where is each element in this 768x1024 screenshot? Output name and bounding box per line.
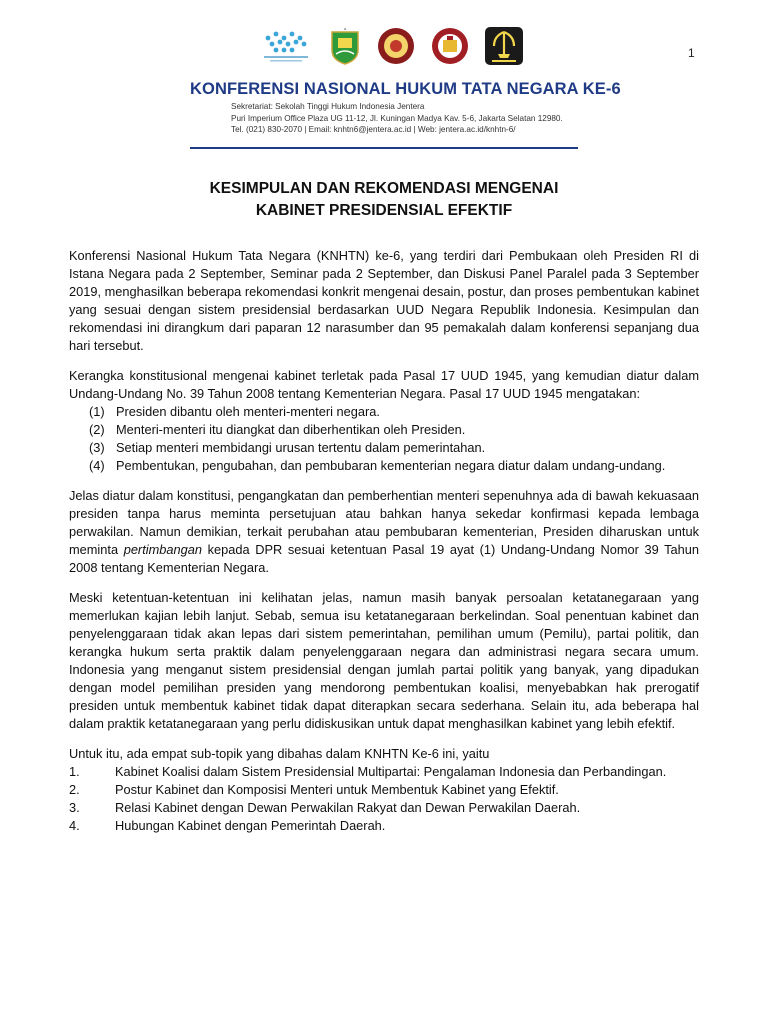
italic-term: pertimbangan <box>123 542 202 557</box>
list-item <box>69 799 699 817</box>
red-seal-logo-2 <box>430 26 470 66</box>
address-line: Puri Imperium Office Plaza UG 11-12, Jl. Kuningan Madya Kav. 5-6, Jakarta Selatan 12980. <box>231 113 563 123</box>
list-item-number: 3. <box>69 800 80 815</box>
conference-title: KONFERENSI NASIONAL HUKUM TATA NEGARA KE-6 <box>190 80 621 98</box>
list-item <box>69 457 699 475</box>
list-item-number: 4. <box>69 818 80 833</box>
svg-text:✦: ✦ <box>343 26 347 32</box>
header-divider <box>190 147 578 149</box>
document-title <box>0 178 768 222</box>
title-line-2: KABINET PRESIDENSIAL EFEKTIF <box>255 202 513 219</box>
list-item <box>69 439 699 457</box>
list-item-text: Postur Kabinet dan Komposisi Menteri untuk Membentuk Kabinet yang Efektif. <box>115 782 559 797</box>
list-item <box>69 403 699 421</box>
list-item <box>69 421 699 439</box>
paragraph-intro: Konferensi Nasional Hukum Tata Negara (KNHTN) ke-6, yang terdiri dari Pembukaan oleh Presiden RI di Istana Negara pada 2 September, Seminar pada 2 September, dan Diskusi Panel Paralel pada 3 September 2019, menghasilkan beberapa rekomendasi konkrit mengenai desain, postur, dan proses pembentukan kabinet yang sesuai dengan sistem presidensial berdasarkan UUD Negara Republik Indonesia. Kesimpulan dan rekomendasi ini dirangkum dari paparan 12 narasumber dan 95 pemakalah dalam konferensi sepanjang dua hari tersebut. <box>69 248 699 353</box>
list-item-number: (3) <box>89 440 105 455</box>
list-item-number: (4) <box>89 458 105 473</box>
conference-info <box>231 101 563 136</box>
pasal-17-list <box>69 403 699 475</box>
list-item-text: Hubungan Kabinet dengan Pemerintah Daerah. <box>115 818 386 833</box>
title-line-1: KESIMPULAN DAN REKOMENDASI MENGENAI <box>209 180 559 197</box>
list-item-text: Kabinet Koalisi dalam Sistem Presidensial Multipartai: Pengalaman Indonesia dan Perbandingan. <box>115 764 667 779</box>
paragraph-konstitusi-text: Jelas diatur dalam konstitusi, pengangkatan dan pemberhentian menteri sepenuhnya ada di bawah kekuasaan presiden tanpa harus meminta persetujuan atau bahkan hanya sekedar konfirmasi kepada lembaga perwakilan. Namun demikian, terkait perubahan atau pembubaran kementerian, Presiden diharuskan untuk meminta <box>69 488 699 557</box>
logo-row <box>258 26 524 66</box>
subtopic-list <box>69 763 699 835</box>
secretariat-line: Sekretariat: Sekolah Tinggi Hukum Indonesia Jentera <box>231 102 425 111</box>
list-item-text: Presiden dibantu oleh menteri-menteri negara. <box>116 404 380 419</box>
list-item-text: Relasi Kabinet dengan Dewan Perwakilan Rakyat dan Dewan Perwakilan Daerah. <box>115 800 581 815</box>
list-item-text: Pembentukan, pengubahan, dan pembubaran kementerian negara diatur dalam undang-undang. <box>116 458 666 473</box>
list-item-text: Setiap menteri membidangi urusan tertentu dalam pemerintahan. <box>116 440 486 455</box>
document-body <box>69 247 699 835</box>
list-item <box>69 763 699 781</box>
list-item <box>69 817 699 835</box>
list-item-number: (1) <box>89 404 105 419</box>
red-seal-logo-1 <box>376 26 416 66</box>
paragraph-konstitusi <box>69 487 699 577</box>
paragraph-subtopik-intro: Untuk itu, ada empat sub-topik yang dibahas dalam KNHTN Ke-6 ini, yaitu <box>69 746 490 761</box>
contact-line: Tel. (021) 830-2070 | Email: knhtn6@jentera.ac.id | Web: jentera.ac.id/knhtn-6/ <box>231 125 516 134</box>
list-item <box>69 781 699 799</box>
list-item-number: (2) <box>89 422 105 437</box>
paragraph-persoalan: Meski ketentuan-ketentuan ini kelihatan jelas, namun masih banyak persoalan ketatanegaraan yang memerlukan kajian lebih lanjut. Sebab, semua isu ketatanegaraan berkelindan. Soal penentuan kabinet dan penyelenggaraan tidak akan lepas dari sistem pemerintahan, pemilihan umum (Pemilu), partai politik, dan kerangka hukum serta praktik dalam penyelenggaraan negara dan administrasi negara secara umum. Indonesia yang menganut sistem presidensial dengan jumlah partai politik yang banyak, yang dipadukan dengan model pemilihan presiden yang mendorong pembentukan koalisi, menyebabkan hak prerogatif presiden untuk membentuk kabinet tidak dapat diterapkan secara sederhana. Selain itu, ada beberapa hal dalam praktik ketatanegaraan yang perlu didiskusikan untuk dapat menghasilkan kabinet yang lebih efektif. <box>69 590 699 731</box>
list-item-text: Menteri-menteri itu diangkat dan diberhentikan oleh Presiden. <box>116 422 466 437</box>
paragraph-konstitusi-text-end: kepada DPR sesuai ketentuan Pasal 19 ayat (1) Undang-Undang Nomor 39 Tahun 2008 tentang Kementerian Negara. <box>69 542 699 575</box>
hexagon-network-logo <box>258 28 314 64</box>
list-item-number: 1. <box>69 764 80 779</box>
list-item-number: 2. <box>69 782 80 797</box>
green-shield-logo <box>328 26 362 66</box>
paragraph-kerangka: Kerangka konstitusional mengenai kabinet terletak pada Pasal 17 UUD 1945, yang kemudian diatur dalam Undang-Undang No. 39 Tahun 2008 tentang Kementerian Negara. Pasal 17 UUD 1945 mengatakan: <box>69 368 699 401</box>
page-number: 1 <box>688 46 695 60</box>
pohon-logo <box>484 26 524 66</box>
